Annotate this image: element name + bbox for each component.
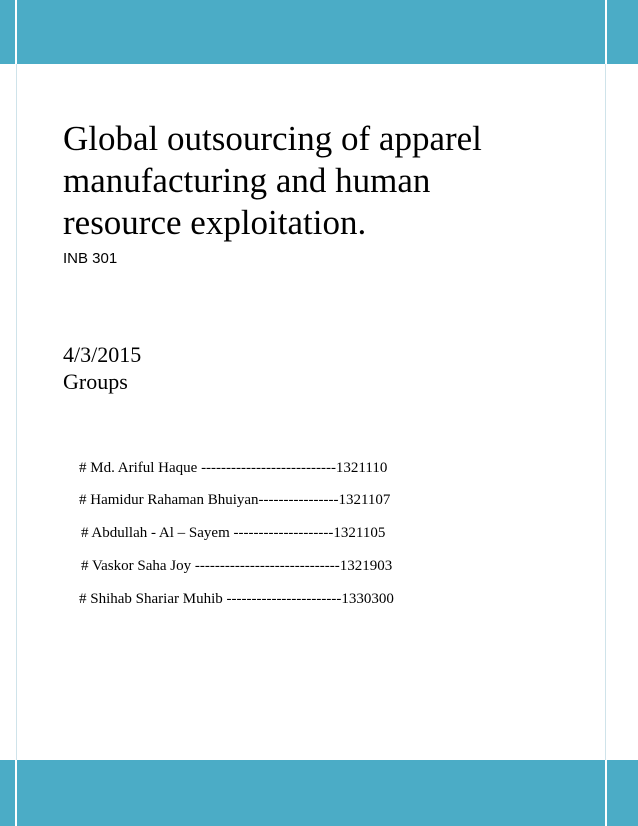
title-line: Global outsourcing of apparel: [63, 119, 482, 158]
footer-band-left: [0, 760, 15, 826]
title-line: resource exploitation.: [63, 203, 367, 242]
left-margin-line: [16, 64, 17, 760]
member-entry: # Hamidur Rahaman Bhuiyan----------------1321107: [79, 492, 391, 508]
footer-band-center: [17, 760, 605, 826]
course-code: INB 301: [63, 250, 118, 267]
header-band-right: [607, 0, 638, 64]
right-margin-line: [605, 64, 606, 760]
footer-band-right: [607, 760, 638, 826]
member-entry: # Abdullah - Al – Sayem --------------------1321105: [81, 525, 386, 541]
member-entry: # Md. Ariful Haque ---------------------------1321110: [79, 460, 388, 476]
header-band: [0, 0, 638, 64]
cover-title-block: [63, 118, 583, 267]
footer-band: [0, 760, 638, 826]
member-entry: # Shihab Shariar Muhib -----------------------1330300: [79, 591, 394, 607]
header-band-left: [0, 0, 15, 64]
title-line: manufacturing and human: [63, 161, 431, 200]
document-title: [63, 118, 583, 244]
groups-label: Groups: [63, 369, 128, 394]
document-date: 4/3/2015: [63, 342, 142, 367]
member-entry: # Vaskor Saha Joy -----------------------------1321903: [81, 558, 393, 574]
header-band-center: [17, 0, 605, 64]
